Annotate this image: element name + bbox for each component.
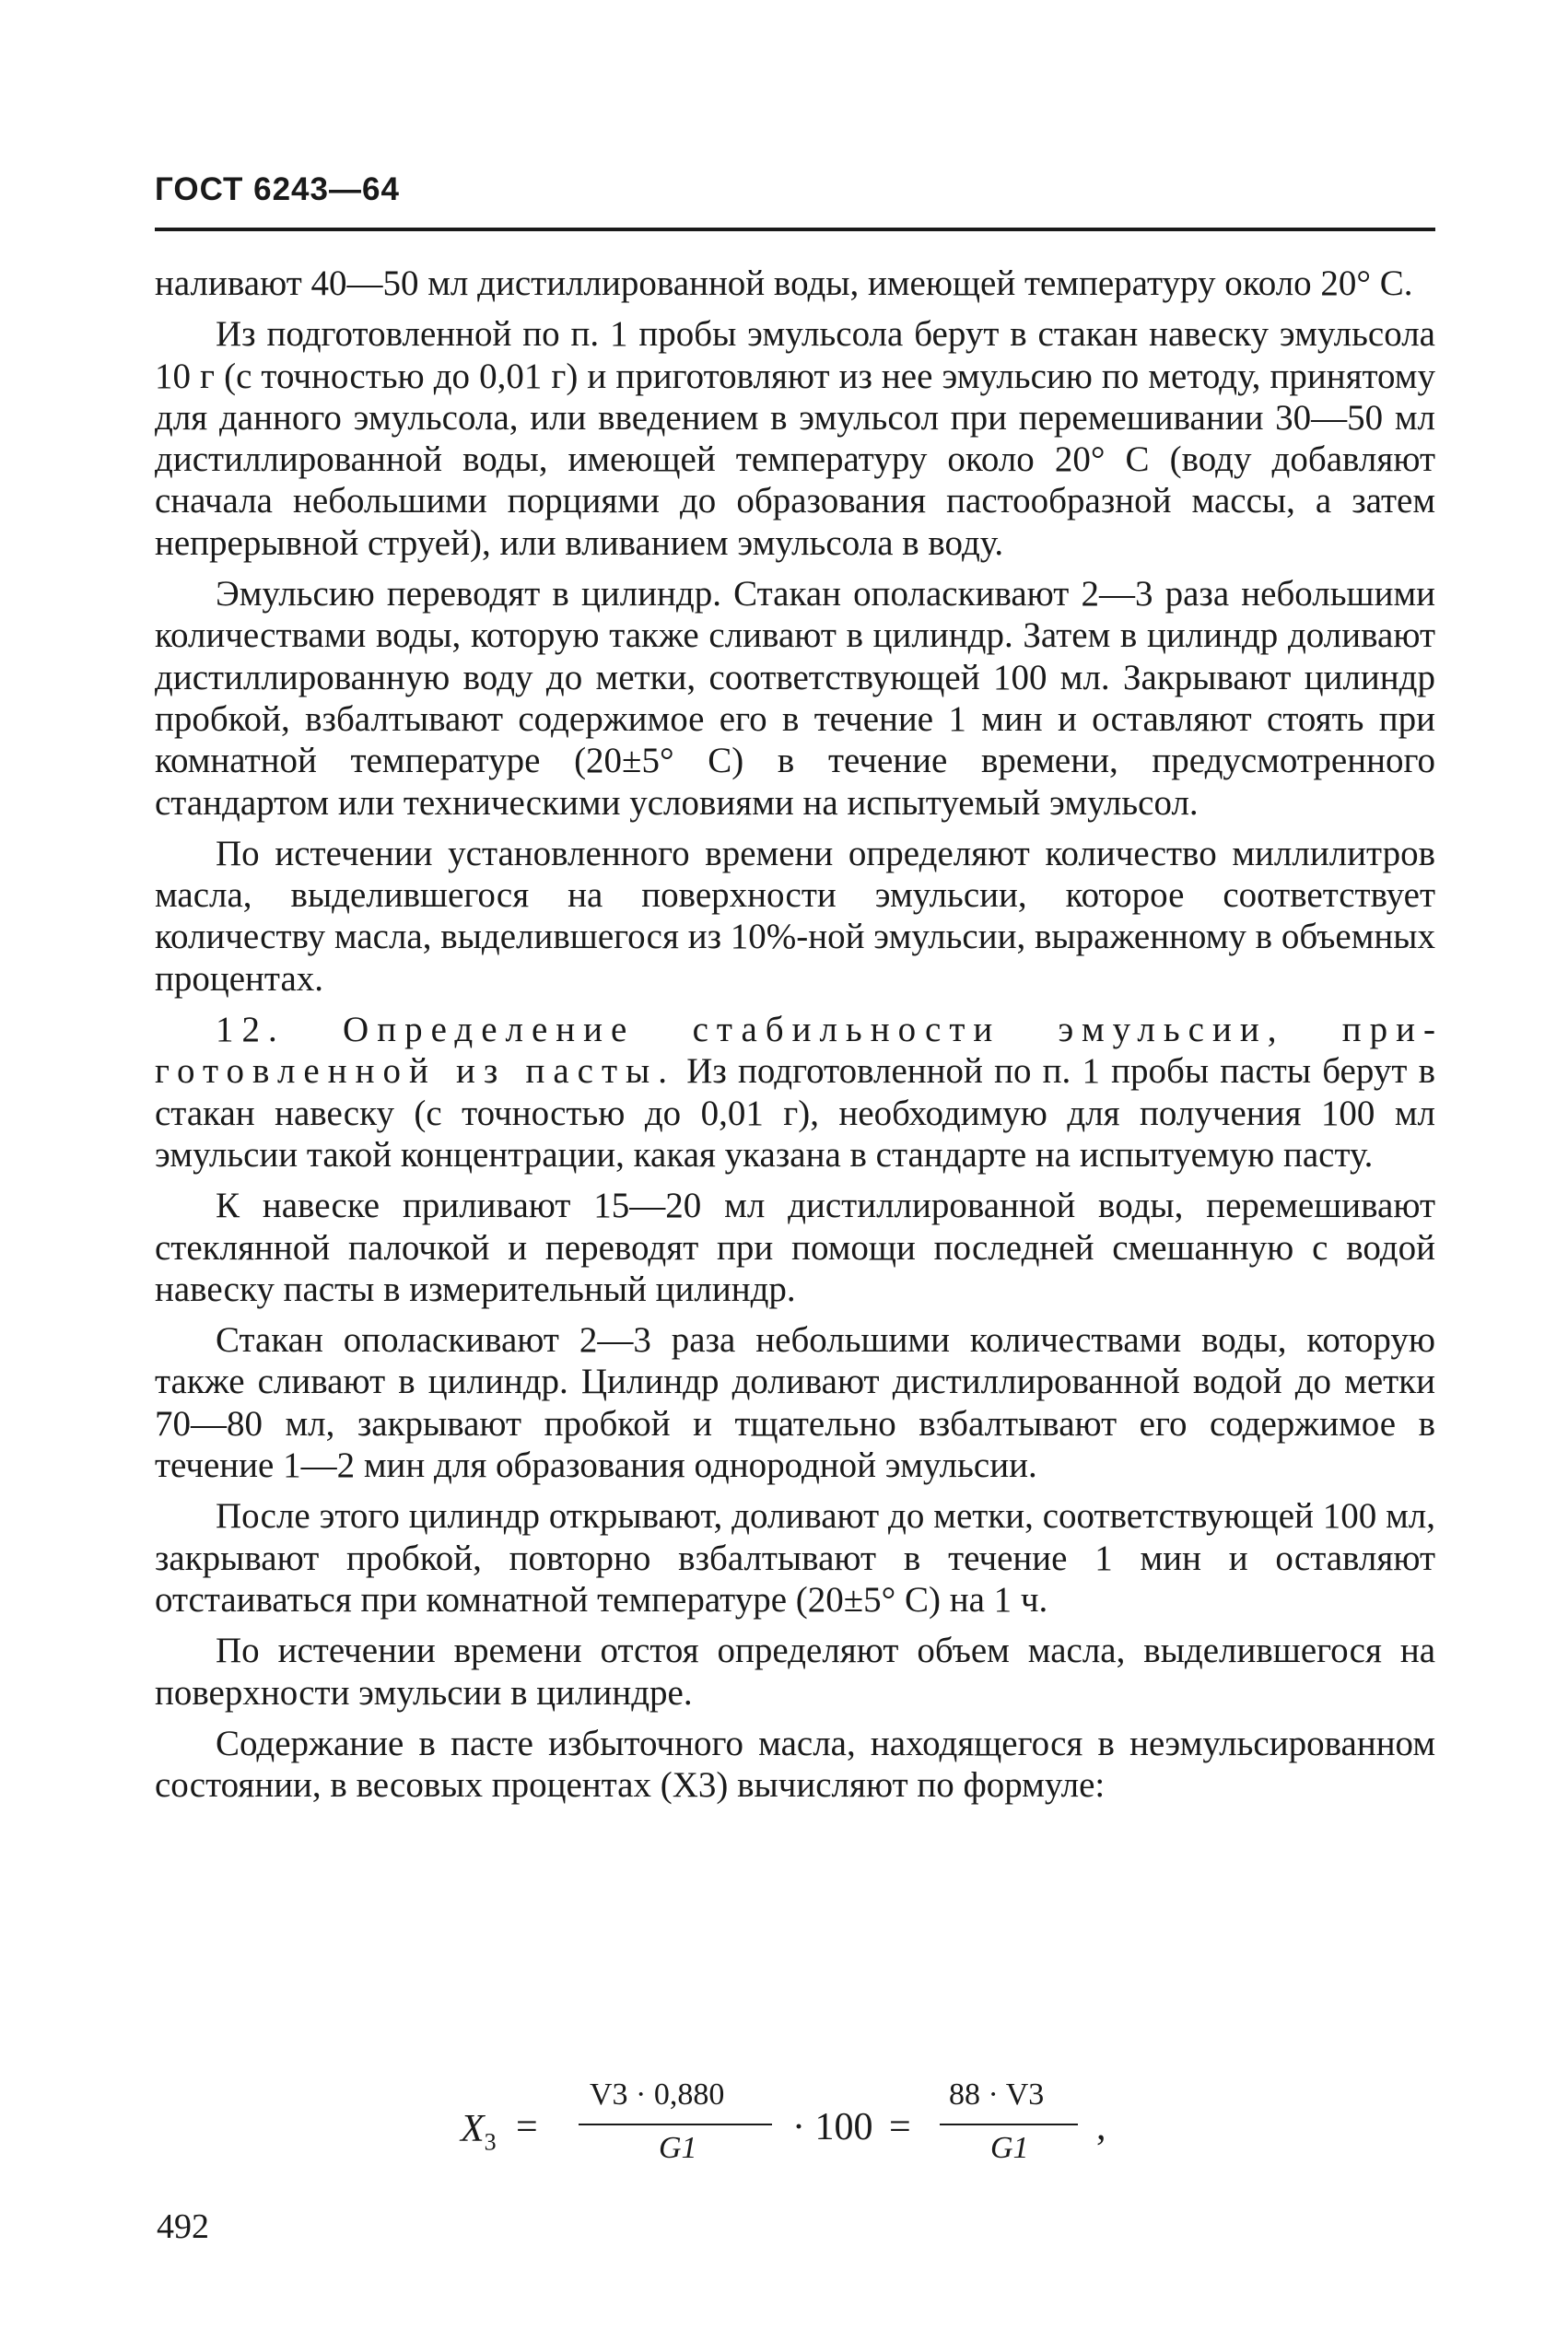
paragraph-10: Содержание в пасте избыточного масла, находящегося в неэмульсированном состоянии, в весовых процентах (X3) вычисляют по формуле: xyxy=(155,1723,1435,1806)
formula-times-100: · 100 xyxy=(792,2106,873,2148)
paragraph-9: По истечении времени отстоя определяют объем масла, выделившегося на поверхности эмульсии в цилиндре. xyxy=(155,1631,1435,1713)
page-number: 492 xyxy=(157,2207,209,2246)
formula-numerator-2: 88 · V3 xyxy=(949,2077,1045,2112)
formula-lhs: $X_3$ xyxy=(461,2108,497,2156)
paragraph-4: По истечении установленного времени определяют количество миллилитров масла, выделившегося на поверхности эмульсии, которое соответствует количеству масла, выделившегося из 10%-ной эмульсии, выраженному в объемных процентах. xyxy=(155,833,1435,999)
paragraph-5 xyxy=(155,1009,1435,1176)
formula-x3 xyxy=(461,2077,1161,2179)
paragraph-7: Стакан ополаскивают 2—3 раза небольшими количествами воды, которую также сливают в цилиндр. Цилиндр доливают дистиллированной водой до метки 70—80 мл, закрывают пробкой и тщательно взбалтывают его содержимое в течение 1—2 мин для образования однородной эмульсии. xyxy=(155,1320,1435,1486)
document-header: ГОСТ 6243—64 xyxy=(155,171,400,207)
header-rule xyxy=(155,228,1435,231)
section-12-heading: 12. Определение стабильности эмульсии, приготовленной из пасты. xyxy=(155,1010,1435,1092)
paragraph-1: наливают 40—50 мл дистиллированной воды, имеющей температуру около 20° С. xyxy=(155,263,1413,303)
paragraph-2: Из подготовленной по п. 1 пробы эмульсола берут в стакан навеску эмульсола 10 г (с точностью до 0,01 г) и приготовляют из нее эмульсию по методу, принятому для данного эмульсола, или введением в эмульсол при перемешивании 30—50 мл дистиллированной воды, имеющей температуру около 20° С (воду добавляют сначала небольшими порциями до образования пастообразной массы, а затем непрерывной струей), или вливанием эмульсола в воду. xyxy=(155,314,1435,563)
formula-end-comma: , xyxy=(1096,2106,1106,2148)
formula-numerator-1: V3 · 0,880 xyxy=(590,2077,725,2112)
fraction-bar-2 xyxy=(940,2124,1078,2125)
formula-equals-2: = xyxy=(889,2106,911,2148)
document-body xyxy=(155,263,1435,1815)
fraction-bar-1 xyxy=(579,2124,772,2125)
paragraph-3: Эмульсию переводят в цилиндр. Стакан ополаскивают 2—3 раза небольшими количествами воды, которую также сливают в цилиндр. Затем в цилиндр доливают дистиллированную воду до метки, соответствующей 100 мл. Закрывают цилиндр пробкой, взбалтывают содержимое его в течение 1 мин и оставляют стоять при комнатной температуре (20±5° С) в течение времени, предусмотренного стандартом или техническими условиями на испытуемый эмульсол. xyxy=(155,574,1435,823)
section-12-text: Из подготовленной по п. 1 пробы пасты берут в стакан навеску (с точностью до 0,01 г), необходимую для получения 100 мл эмульсии такой концентрации, какая указана в стандарте на испытуемую пасту. xyxy=(155,1051,1436,1175)
paragraph-6: К навеске приливают 15—20 мл дистиллированной воды, перемешивают стеклянной палочкой и переводят при помощи последней смешанную с водой навеску пасты в измерительный цилиндр. xyxy=(155,1186,1435,1309)
formula-denominator-2: G1 xyxy=(990,2131,1029,2165)
paragraph-8: После этого цилиндр открывают, доливают до метки, соответствующей 100 мл, закрывают пробкой, повторно взбалтывают в течение 1 мин и оставляют отстаиваться при комнатной температуре (20±5° С) на 1 ч. xyxy=(155,1496,1435,1620)
formula-equals-1: = xyxy=(516,2106,538,2148)
formula-denominator-1: G1 xyxy=(659,2131,697,2165)
